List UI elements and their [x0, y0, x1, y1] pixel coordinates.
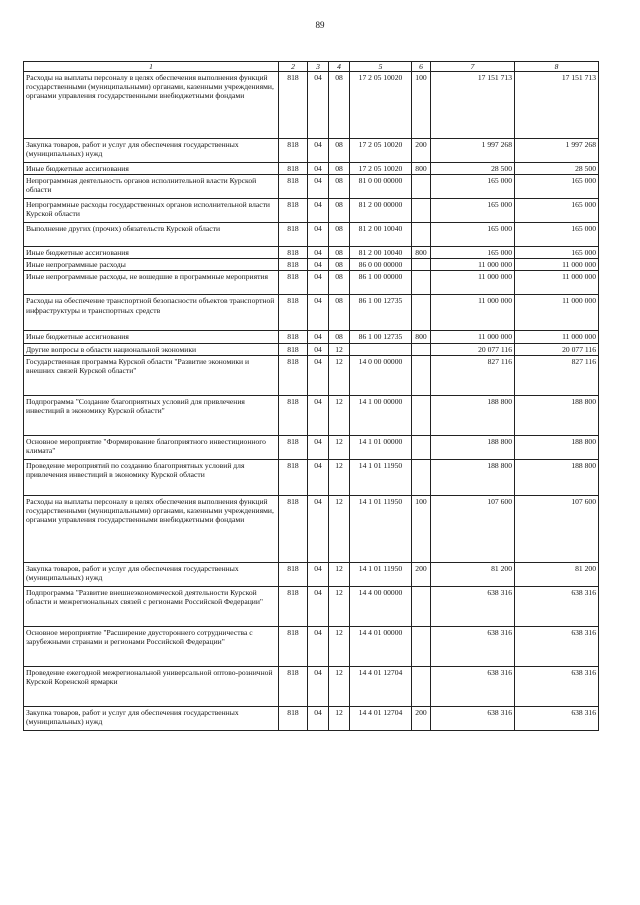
code-cell: 04 — [308, 395, 329, 435]
table-row — [24, 626, 599, 666]
code-cell: 818 — [279, 395, 308, 435]
code-cell: 08 — [329, 331, 350, 343]
target-code-cell: 81 2 00 10040 — [350, 223, 412, 247]
col-header: 2 — [279, 62, 308, 72]
code-cell: 04 — [308, 163, 329, 175]
target-code-cell: 14 4 01 00000 — [350, 626, 412, 666]
code-cell: 818 — [279, 459, 308, 495]
table-row — [24, 459, 599, 495]
target-code-cell: 14 4 01 12704 — [350, 706, 412, 730]
col-header: 3 — [308, 62, 329, 72]
amount-cell: 11 000 000 — [431, 271, 515, 295]
table-row — [24, 223, 599, 247]
col-header: 1 — [24, 62, 279, 72]
expense-type-cell — [412, 175, 431, 199]
target-code-cell: 86 1 00 12735 — [350, 295, 412, 331]
budget-table — [23, 61, 599, 731]
amount-cell: 20 077 116 — [515, 343, 599, 355]
row-name-cell: Расходы на обеспечение транспортной безопасности объектов транспортной инфраструктуры и транспортных средств — [24, 295, 279, 331]
table-row — [24, 331, 599, 343]
amount-cell: 11 000 000 — [515, 331, 599, 343]
code-cell: 04 — [308, 223, 329, 247]
expense-type-cell — [412, 435, 431, 459]
expense-type-cell: 100 — [412, 495, 431, 562]
amount-cell: 638 316 — [515, 586, 599, 626]
row-name-cell: Подпрограмма "Развитие внешнеэкономической деятельности Курской области и межрегиональных связей с регионами Российской Федерации" — [24, 586, 279, 626]
target-code-cell — [350, 343, 412, 355]
expense-type-cell — [412, 355, 431, 395]
code-cell: 12 — [329, 343, 350, 355]
amount-cell: 17 151 713 — [515, 72, 599, 139]
code-cell: 12 — [329, 586, 350, 626]
target-code-cell: 14 1 01 00000 — [350, 435, 412, 459]
code-cell: 04 — [308, 355, 329, 395]
code-cell: 04 — [308, 495, 329, 562]
code-cell: 818 — [279, 199, 308, 223]
target-code-cell: 14 4 00 00000 — [350, 586, 412, 626]
table-row — [24, 435, 599, 459]
table-row — [24, 199, 599, 223]
table-row — [24, 586, 599, 626]
amount-cell: 188 800 — [431, 459, 515, 495]
row-name-cell: Проведение ежегодной межрегиональной универсальной оптово-розничной Курской Коренской ярмарки — [24, 666, 279, 706]
code-cell: 04 — [308, 343, 329, 355]
amount-cell: 1 997 268 — [431, 139, 515, 163]
table-row — [24, 271, 599, 295]
row-name-cell: Непрограммная деятельность органов исполнительной власти Курской области — [24, 175, 279, 199]
code-cell: 04 — [308, 271, 329, 295]
amount-cell: 638 316 — [431, 706, 515, 730]
code-cell: 08 — [329, 199, 350, 223]
row-name-cell: Расходы на выплаты персоналу в целях обеспечения выполнения функций государственными (муниципальными) органами, казенными учреждениями, органами управления государственными внебюджетными фондами — [24, 72, 279, 139]
code-cell: 12 — [329, 666, 350, 706]
code-cell: 818 — [279, 223, 308, 247]
expense-type-cell — [412, 459, 431, 495]
amount-cell: 165 000 — [431, 247, 515, 259]
target-code-cell: 81 2 00 00000 — [350, 199, 412, 223]
code-cell: 818 — [279, 626, 308, 666]
amount-cell: 188 800 — [515, 435, 599, 459]
code-cell: 818 — [279, 175, 308, 199]
code-cell: 818 — [279, 295, 308, 331]
table-row — [24, 259, 599, 271]
amount-cell: 11 000 000 — [431, 295, 515, 331]
amount-cell: 11 000 000 — [431, 331, 515, 343]
target-code-cell: 81 2 00 10040 — [350, 247, 412, 259]
code-cell: 12 — [329, 626, 350, 666]
code-cell: 818 — [279, 355, 308, 395]
amount-cell: 188 800 — [515, 459, 599, 495]
amount-cell: 638 316 — [431, 586, 515, 626]
code-cell: 04 — [308, 247, 329, 259]
amount-cell: 188 800 — [515, 395, 599, 435]
row-name-cell: Иные бюджетные ассигнования — [24, 163, 279, 175]
target-code-cell: 17 2 05 10020 — [350, 163, 412, 175]
row-name-cell: Проведение мероприятий по созданию благоприятных условий для привлечения инвестиций в экономику Курской области — [24, 459, 279, 495]
code-cell: 818 — [279, 72, 308, 139]
table-row — [24, 666, 599, 706]
expense-type-cell: 800 — [412, 331, 431, 343]
code-cell: 12 — [329, 495, 350, 562]
amount-cell: 638 316 — [515, 626, 599, 666]
code-cell: 818 — [279, 435, 308, 459]
code-cell: 12 — [329, 355, 350, 395]
amount-cell: 165 000 — [515, 247, 599, 259]
code-cell: 04 — [308, 259, 329, 271]
target-code-cell: 17 2 05 10020 — [350, 139, 412, 163]
row-name-cell: Расходы на выплаты персоналу в целях обеспечения выполнения функций государственными (муниципальными) органами, казенными учреждениями, органами управления государственными внебюджетными фондами — [24, 495, 279, 562]
amount-cell: 20 077 116 — [431, 343, 515, 355]
table-row — [24, 163, 599, 175]
code-cell: 08 — [329, 175, 350, 199]
table-row — [24, 247, 599, 259]
table-row — [24, 139, 599, 163]
code-cell: 818 — [279, 666, 308, 706]
table-row — [24, 395, 599, 435]
table-row — [24, 562, 599, 586]
code-cell: 818 — [279, 271, 308, 295]
amount-cell: 107 600 — [431, 495, 515, 562]
target-code-cell: 14 1 00 00000 — [350, 395, 412, 435]
code-cell: 818 — [279, 706, 308, 730]
code-cell: 818 — [279, 562, 308, 586]
code-cell: 08 — [329, 139, 350, 163]
code-cell: 08 — [329, 247, 350, 259]
expense-type-cell — [412, 271, 431, 295]
code-cell: 818 — [279, 586, 308, 626]
expense-type-cell: 200 — [412, 139, 431, 163]
code-cell: 08 — [329, 259, 350, 271]
col-header: 7 — [431, 62, 515, 72]
target-code-cell: 86 1 00 12735 — [350, 331, 412, 343]
table-body — [24, 72, 599, 731]
target-code-cell: 14 0 00 00000 — [350, 355, 412, 395]
row-name-cell: Подпрограмма "Создание благоприятных условий для привлечения инвестиций в экономику Курской области" — [24, 395, 279, 435]
row-name-cell: Основное мероприятие "Расширение двустороннего сотрудничества с зарубежными странами и регионами Российской Федерации" — [24, 626, 279, 666]
table-row — [24, 295, 599, 331]
table-row — [24, 175, 599, 199]
amount-cell: 638 316 — [515, 706, 599, 730]
amount-cell: 827 116 — [431, 355, 515, 395]
amount-cell: 17 151 713 — [431, 72, 515, 139]
amount-cell: 165 000 — [431, 199, 515, 223]
row-name-cell: Государственная программа Курской области "Развитие экономики и внешних связей Курской области" — [24, 355, 279, 395]
code-cell: 04 — [308, 586, 329, 626]
amount-cell: 638 316 — [431, 626, 515, 666]
code-cell: 04 — [308, 435, 329, 459]
expense-type-cell: 200 — [412, 562, 431, 586]
table-row — [24, 72, 599, 139]
code-cell: 04 — [308, 72, 329, 139]
header-row — [24, 62, 599, 72]
amount-cell: 11 000 000 — [515, 295, 599, 331]
target-code-cell: 86 0 00 00000 — [350, 259, 412, 271]
amount-cell: 11 000 000 — [431, 259, 515, 271]
code-cell: 04 — [308, 295, 329, 331]
code-cell: 12 — [329, 395, 350, 435]
amount-cell: 81 200 — [515, 562, 599, 586]
row-name-cell: Непрограммные расходы государственных органов исполнительной власти Курской области — [24, 199, 279, 223]
row-name-cell: Другие вопросы в области национальной экономики — [24, 343, 279, 355]
amount-cell: 165 000 — [515, 175, 599, 199]
table-row — [24, 495, 599, 562]
table-row — [24, 355, 599, 395]
code-cell: 04 — [308, 626, 329, 666]
code-cell: 04 — [308, 666, 329, 706]
page-number: 89 — [315, 20, 325, 30]
amount-cell: 107 600 — [515, 495, 599, 562]
code-cell: 04 — [308, 459, 329, 495]
code-cell: 818 — [279, 343, 308, 355]
col-header: 4 — [329, 62, 350, 72]
amount-cell: 1 997 268 — [515, 139, 599, 163]
expense-type-cell — [412, 586, 431, 626]
col-header: 5 — [350, 62, 412, 72]
expense-type-cell — [412, 259, 431, 271]
expense-type-cell: 200 — [412, 706, 431, 730]
expense-type-cell — [412, 626, 431, 666]
code-cell: 818 — [279, 495, 308, 562]
target-code-cell: 14 1 01 11950 — [350, 562, 412, 586]
amount-cell: 188 800 — [431, 435, 515, 459]
code-cell: 12 — [329, 706, 350, 730]
row-name-cell: Выполнение других (прочих) обязательств Курской области — [24, 223, 279, 247]
code-cell: 08 — [329, 163, 350, 175]
expense-type-cell — [412, 666, 431, 706]
code-cell: 04 — [308, 331, 329, 343]
target-code-cell: 14 1 01 11950 — [350, 459, 412, 495]
row-name-cell: Иные бюджетные ассигнования — [24, 247, 279, 259]
amount-cell: 11 000 000 — [515, 259, 599, 271]
row-name-cell: Закупка товаров, работ и услуг для обеспечения государственных (муниципальных) нужд — [24, 562, 279, 586]
expense-type-cell: 800 — [412, 247, 431, 259]
amount-cell: 827 116 — [515, 355, 599, 395]
amount-cell: 165 000 — [431, 175, 515, 199]
code-cell: 818 — [279, 259, 308, 271]
row-name-cell: Закупка товаров, работ и услуг для обеспечения государственных (муниципальных) нужд — [24, 706, 279, 730]
row-name-cell: Иные бюджетные ассигнования — [24, 331, 279, 343]
code-cell: 818 — [279, 163, 308, 175]
expense-type-cell: 800 — [412, 163, 431, 175]
amount-cell: 188 800 — [431, 395, 515, 435]
expense-type-cell — [412, 199, 431, 223]
amount-cell: 638 316 — [431, 666, 515, 706]
code-cell: 04 — [308, 562, 329, 586]
expense-type-cell — [412, 395, 431, 435]
amount-cell: 638 316 — [515, 666, 599, 706]
target-code-cell: 17 2 05 10020 — [350, 72, 412, 139]
expense-type-cell — [412, 223, 431, 247]
row-name-cell: Основное мероприятие "Формирование благоприятного инвестиционного климата" — [24, 435, 279, 459]
code-cell: 04 — [308, 199, 329, 223]
amount-cell: 165 000 — [515, 199, 599, 223]
code-cell: 08 — [329, 223, 350, 247]
code-cell: 818 — [279, 247, 308, 259]
code-cell: 12 — [329, 435, 350, 459]
amount-cell: 28 500 — [515, 163, 599, 175]
code-cell: 04 — [308, 706, 329, 730]
code-cell: 12 — [329, 459, 350, 495]
target-code-cell: 14 1 01 11950 — [350, 495, 412, 562]
code-cell: 08 — [329, 271, 350, 295]
row-name-cell: Закупка товаров, работ и услуг для обеспечения государственных (муниципальных) нужд — [24, 139, 279, 163]
code-cell: 818 — [279, 139, 308, 163]
amount-cell: 28 500 — [431, 163, 515, 175]
expense-type-cell — [412, 343, 431, 355]
col-header: 8 — [515, 62, 599, 72]
expense-type-cell: 100 — [412, 72, 431, 139]
code-cell: 12 — [329, 562, 350, 586]
col-header: 6 — [412, 62, 431, 72]
table-row — [24, 343, 599, 355]
row-name-cell: Иные непрограммные расходы — [24, 259, 279, 271]
row-name-cell: Иные непрограммные расходы, не вошедшие в программные мероприятия — [24, 271, 279, 295]
code-cell: 04 — [308, 175, 329, 199]
expense-type-cell — [412, 295, 431, 331]
amount-cell: 81 200 — [431, 562, 515, 586]
table-row — [24, 706, 599, 730]
target-code-cell: 14 4 01 12704 — [350, 666, 412, 706]
code-cell: 08 — [329, 295, 350, 331]
code-cell: 04 — [308, 139, 329, 163]
amount-cell: 165 000 — [515, 223, 599, 247]
target-code-cell: 81 0 00 00000 — [350, 175, 412, 199]
code-cell: 08 — [329, 72, 350, 139]
amount-cell: 11 000 000 — [515, 271, 599, 295]
target-code-cell: 86 1 00 00000 — [350, 271, 412, 295]
code-cell: 818 — [279, 331, 308, 343]
amount-cell: 165 000 — [431, 223, 515, 247]
